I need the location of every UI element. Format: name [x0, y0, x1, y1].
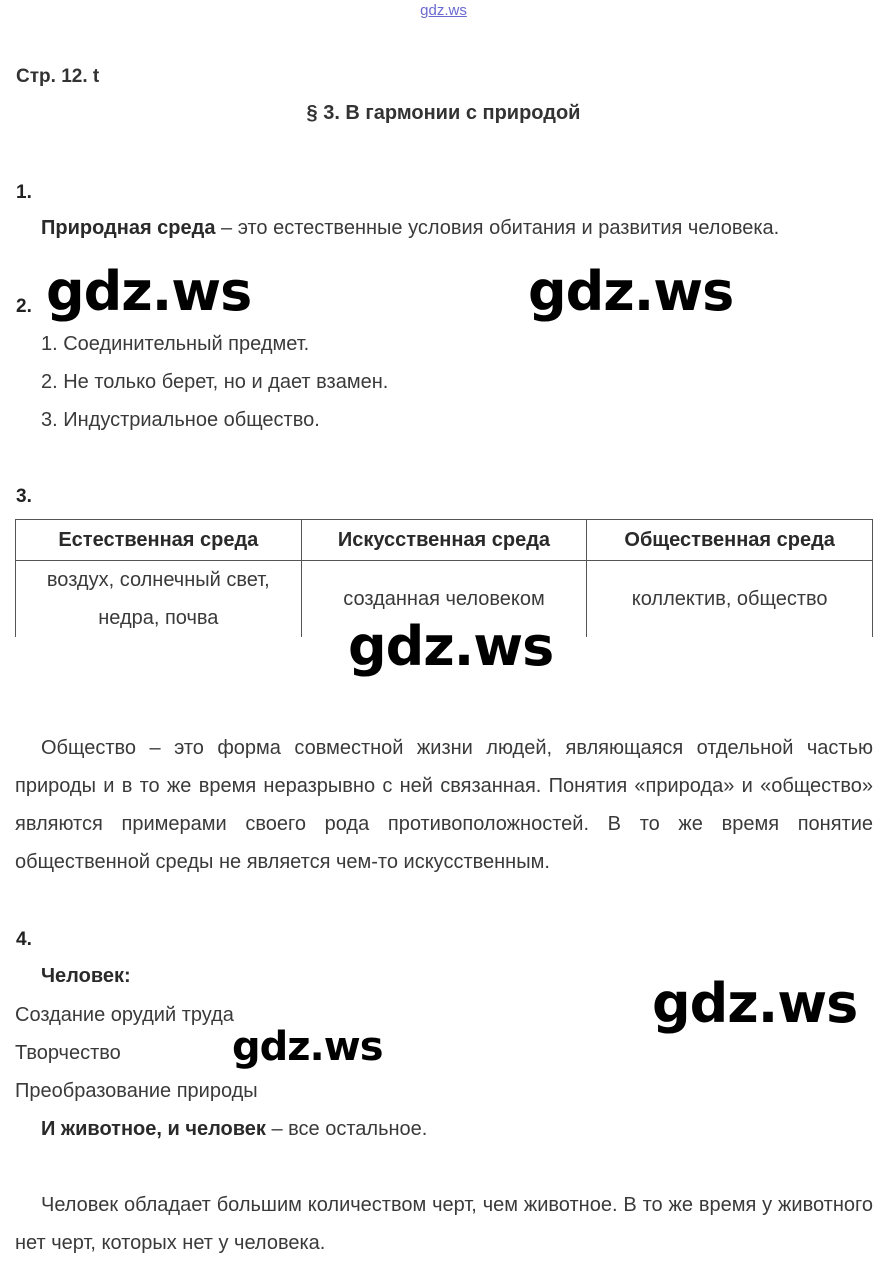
- both-line: [41, 1118, 427, 1141]
- watermark: gdz.ws: [232, 1024, 383, 1070]
- site-link[interactable]: gdz.ws: [420, 2, 467, 19]
- both-text: – все остальное.: [265, 1118, 428, 1140]
- task2-item-3: 3. Индустриальное общество.: [41, 409, 320, 431]
- task2-item-2: 2. Не только берет, но и дает взамен.: [41, 371, 389, 393]
- table-cell: созданная человеком: [301, 561, 587, 638]
- both-label: И животное, и человек: [41, 1118, 266, 1140]
- table-header-cell: Общественная среда: [587, 520, 873, 561]
- human-item-3: Преобразование природы: [15, 1080, 258, 1102]
- human-label: Человек:: [41, 965, 131, 987]
- watermark: gdz.ws: [528, 260, 734, 323]
- task-number-4: 4.: [16, 929, 32, 950]
- task4-paragraph: [15, 1186, 873, 1262]
- task2-item-1: 1. Соединительный предмет.: [41, 333, 310, 355]
- watermark: gdz.ws: [652, 972, 858, 1035]
- table-cell: воздух, солнечный свет, недра, почва: [16, 561, 302, 638]
- task1-term: Природная среда: [41, 217, 216, 239]
- section-title: § 3. В гармонии с природой: [306, 102, 581, 124]
- task4-paragraph-text: Человек обладает большим количеством черт, чем животное. В то же время у животного нет черт, которых нет у человека.: [15, 1194, 873, 1254]
- table-header-row: [16, 520, 873, 561]
- task1-answer: [41, 217, 779, 240]
- page-reference: Стр. 12. t: [16, 66, 100, 87]
- task1-definition: – это естественные условия обитания и развития человека.: [215, 217, 780, 239]
- table-header-cell: Естественная среда: [16, 520, 302, 561]
- human-item-2: Творчество: [15, 1042, 121, 1064]
- task-number-2: 2.: [16, 296, 32, 317]
- table-header-cell: Искусственная среда: [301, 520, 587, 561]
- human-item-1: Создание орудий труда: [15, 1004, 234, 1026]
- task3-paragraph-text: Общество – это форма совместной жизни людей, являющаяся отдельной частью природы и в то же время неразрывно с ней связанная. Понятия «природа» и «общество» являются примерами своего рода противоположностей. В то же время понятие общественной среды не является чем-то искусственным.: [15, 737, 873, 873]
- task-number-3: 3.: [16, 486, 32, 507]
- task-number-1: 1.: [16, 182, 32, 203]
- watermark: gdz.ws: [46, 260, 252, 323]
- table-cell: коллектив, общество: [587, 561, 873, 638]
- watermark: gdz.ws: [348, 615, 554, 678]
- task3-paragraph: [15, 729, 873, 881]
